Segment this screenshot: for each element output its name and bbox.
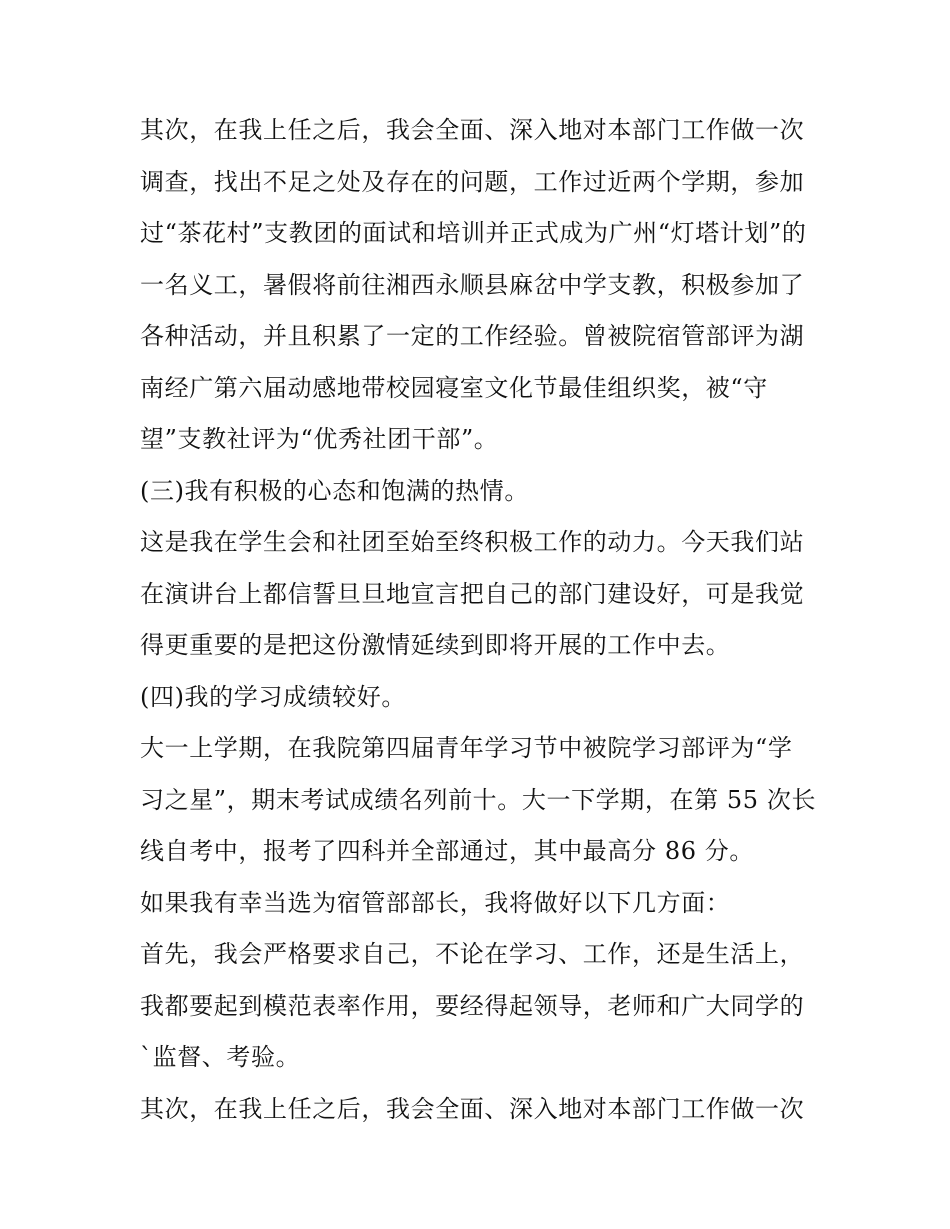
text-line: 其次，在我上任之后，我会全面、深入地对本部门工作做一次 [140,116,805,144]
section-heading: (四)我的学习成绩较好。 [140,682,406,711]
text-line: 调查，找出不足之处及存在的问题，工作过近两个学期，参加 [140,167,805,196]
text-line: 一名义工，暑假将前往湘西永顺县麻岔中学支教，积极参加了 [140,270,805,299]
text-line: 在演讲台上都信誓旦旦地宣言把自己的部门建设好，可是我觉 [140,579,805,608]
text-line: 南经广第六届动感地带校园寝室文化节最佳组织奖，被“守 [140,373,768,402]
text-line: 大一上学期，在我院第四届青年学习节中被院学习部评为“学 [140,734,793,762]
text-line: 各种活动，并且积累了一定的工作经验。曾被院宿管部评为湖 [140,322,805,350]
text-line: 过“茶花村”支教团的面试和培训并正式成为广州“灯塔计划”的 [140,219,807,247]
text-line: 其次，在我上任之后，我会全面、深入地对本部门工作做一次 [140,1094,805,1123]
text-line: 如果我有幸当选为宿管部部长，我将做好以下几方面： [140,888,731,917]
text-line: 线自考中，报考了四科并全部通过，其中最高分 86 分。 [140,837,754,865]
text-line: 这是我在学生会和社团至始至终积极工作的动力。今天我们站 [140,528,805,556]
text-line: 我都要起到模范表率作用，要经得起领导，老师和广大同学的 [140,991,805,1020]
text-line: 得更重要的是把这份激情延续到即将开展的工作中去。 [140,631,731,659]
text-line: `监督、考验。 [140,1043,301,1071]
document-body [140,105,820,1135]
text-line: 望”支教社评为“优秀社团干部”。 [140,425,499,453]
text-line: 首先，我会严格要求自己，不论在学习、工作，还是生活上， [140,940,805,968]
section-heading: (三)我有积极的心态和饱满的热情。 [140,476,529,505]
text-line: 习之星”，期末考试成绩名列前十。大一下学期，在第 55 次长 [140,785,817,814]
